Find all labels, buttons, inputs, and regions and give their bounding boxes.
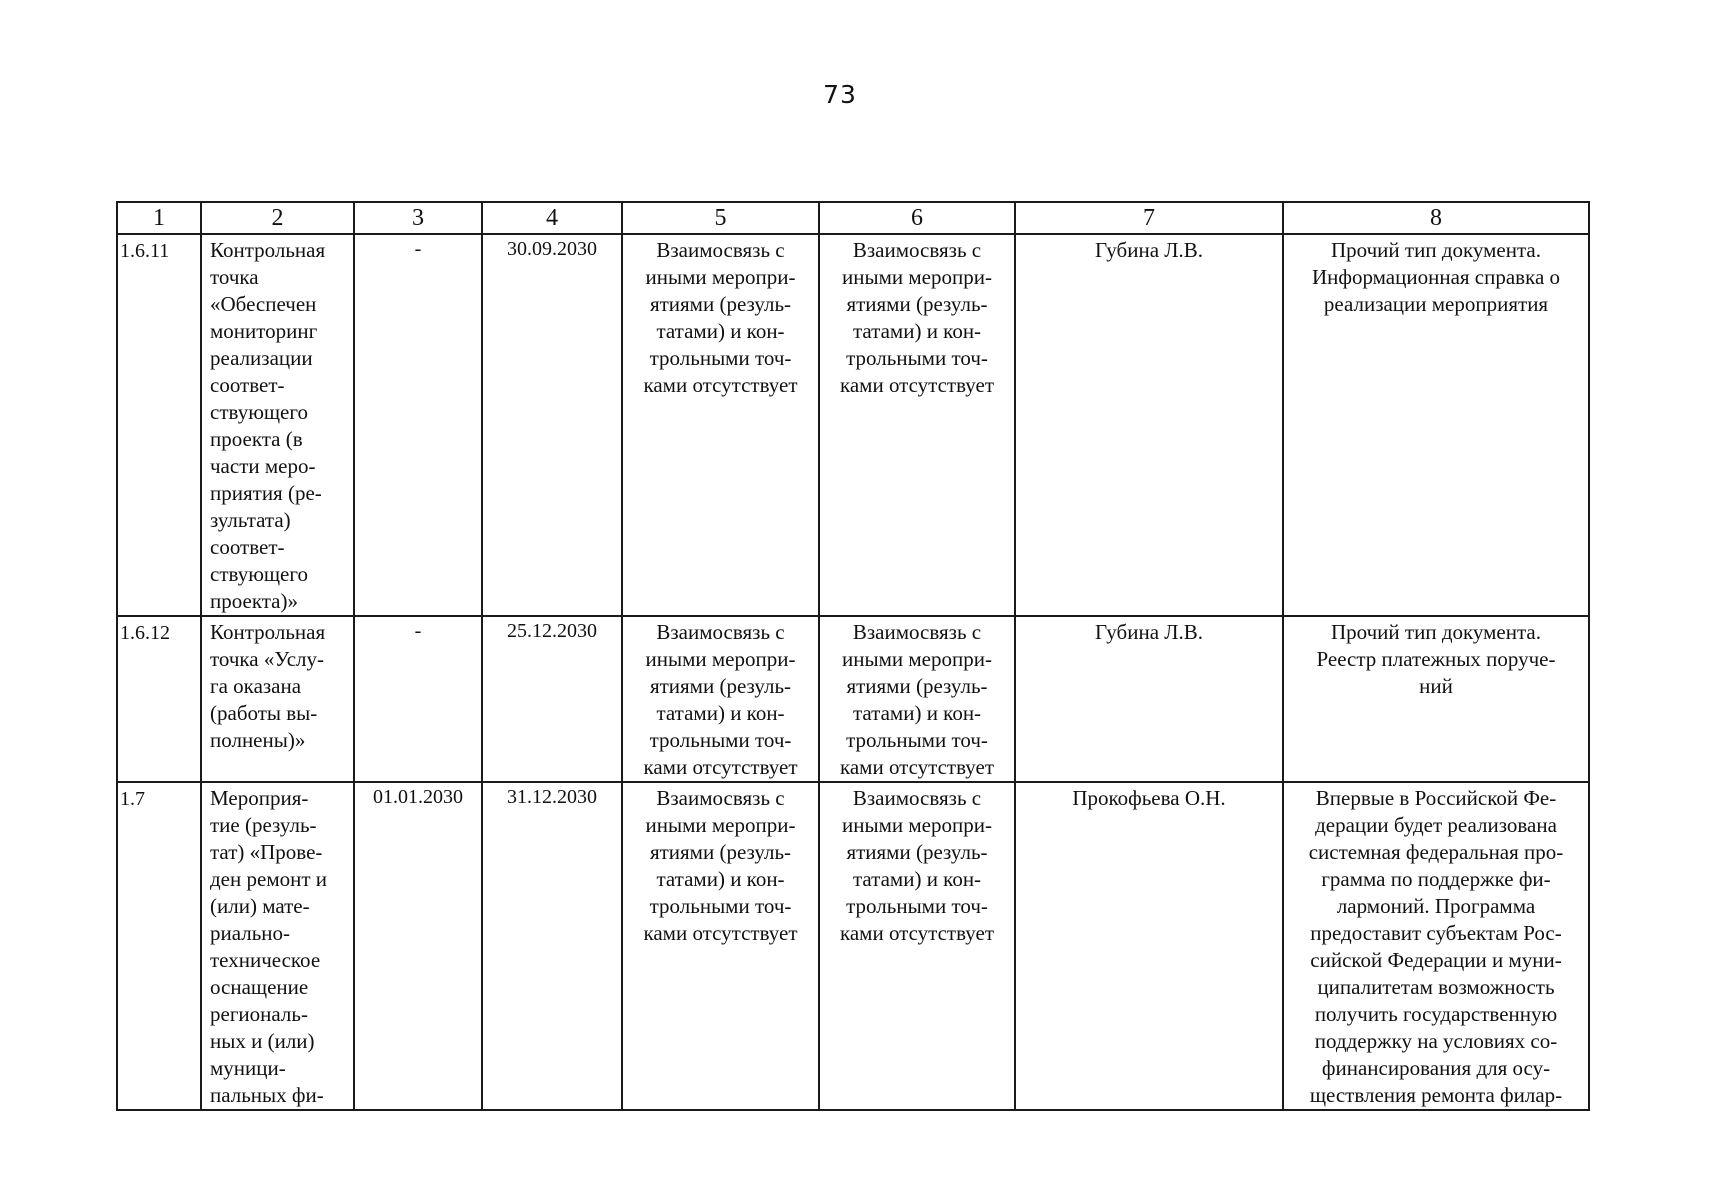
relation-next: Взаимосвязь с иными меропри- ятиями (резуль- татами) и кон- трольными точ- ками отсутствует [839, 786, 995, 945]
relation-next: Взаимосвязь с иными меропри- ятиями (резуль- татами) и кон- трольными точ- ками отсутствует [839, 620, 995, 779]
header-cell-4: 4 [482, 202, 622, 234]
responsible-person: Губина Л.В. [1094, 620, 1204, 644]
header-cell-5: 5 [622, 202, 819, 234]
document-type: Впервые в Российской Фе- дерации будет реализована системная федеральная про- грамма по поддержке фи- лармоний. Программа предоставит субъектам Рос- сийской Федерации и муни- ципалитетам возможность получить государственную поддержку на условиях со- финансирования для осу- ществления ремонта филар- [1308, 786, 1564, 1107]
relation-previous: Взаимосвязь с иными меропри- ятиями (резуль- татами) и кон- трольными точ- ками отсутствует [643, 786, 798, 945]
start-date: - [414, 620, 422, 642]
header-cell-3: 3 [354, 202, 482, 234]
header-row [117, 202, 1589, 234]
page-number: 73 [823, 80, 857, 109]
table-row [117, 616, 1589, 782]
event-name: Контрольная точка «Обеспечен мониторинг реализации соответ- ствующего проекта (в части меро- приятия (ре- зультата) соответ- ствующего проекта)» [210, 238, 326, 613]
document-type: Прочий тип документа. Реестр платежных поруче- ний [1316, 620, 1556, 698]
header-cell-6: 6 [819, 202, 1015, 234]
document-type: Прочий тип документа. Информационная справка о реализации мероприятия [1311, 238, 1561, 316]
end-date: 25.12.2030 [507, 620, 597, 642]
header-cell-7: 7 [1015, 202, 1283, 234]
start-date: - [414, 238, 422, 260]
responsible-person: Губина Л.В. [1094, 238, 1204, 262]
table-row [117, 234, 1589, 616]
header-cell-8: 8 [1283, 202, 1589, 234]
end-date: 30.09.2030 [507, 238, 597, 260]
row-number: 1.7 [120, 788, 145, 810]
row-number: 1.6.12 [120, 622, 170, 644]
header-cell-1: 1 [117, 202, 201, 234]
event-name: Контрольная точка «Услу- га оказана (работы вы- полнены)» [210, 620, 326, 752]
plan-table [116, 201, 1590, 1111]
header-cell-2: 2 [201, 202, 354, 234]
relation-next: Взаимосвязь с иными меропри- ятиями (резуль- татами) и кон- трольными точ- ками отсутствует [839, 238, 995, 397]
event-name: Мероприя- тие (резуль- тат) «Прове- ден ремонт и (или) мате- риально- техническое оснащение региональ- ных и (или) муници- пальных фи- [210, 786, 328, 1107]
responsible-person: Прокофьева О.Н. [1072, 786, 1226, 810]
relation-previous: Взаимосвязь с иными меропри- ятиями (резуль- татами) и кон- трольными точ- ками отсутствует [643, 238, 798, 397]
end-date: 31.12.2030 [507, 786, 597, 808]
start-date: 01.01.2030 [373, 786, 463, 808]
table-row [117, 782, 1589, 1110]
row-number: 1.6.11 [120, 240, 170, 262]
relation-previous: Взаимосвязь с иными меропри- ятиями (резуль- татами) и кон- трольными точ- ками отсутствует [643, 620, 798, 779]
